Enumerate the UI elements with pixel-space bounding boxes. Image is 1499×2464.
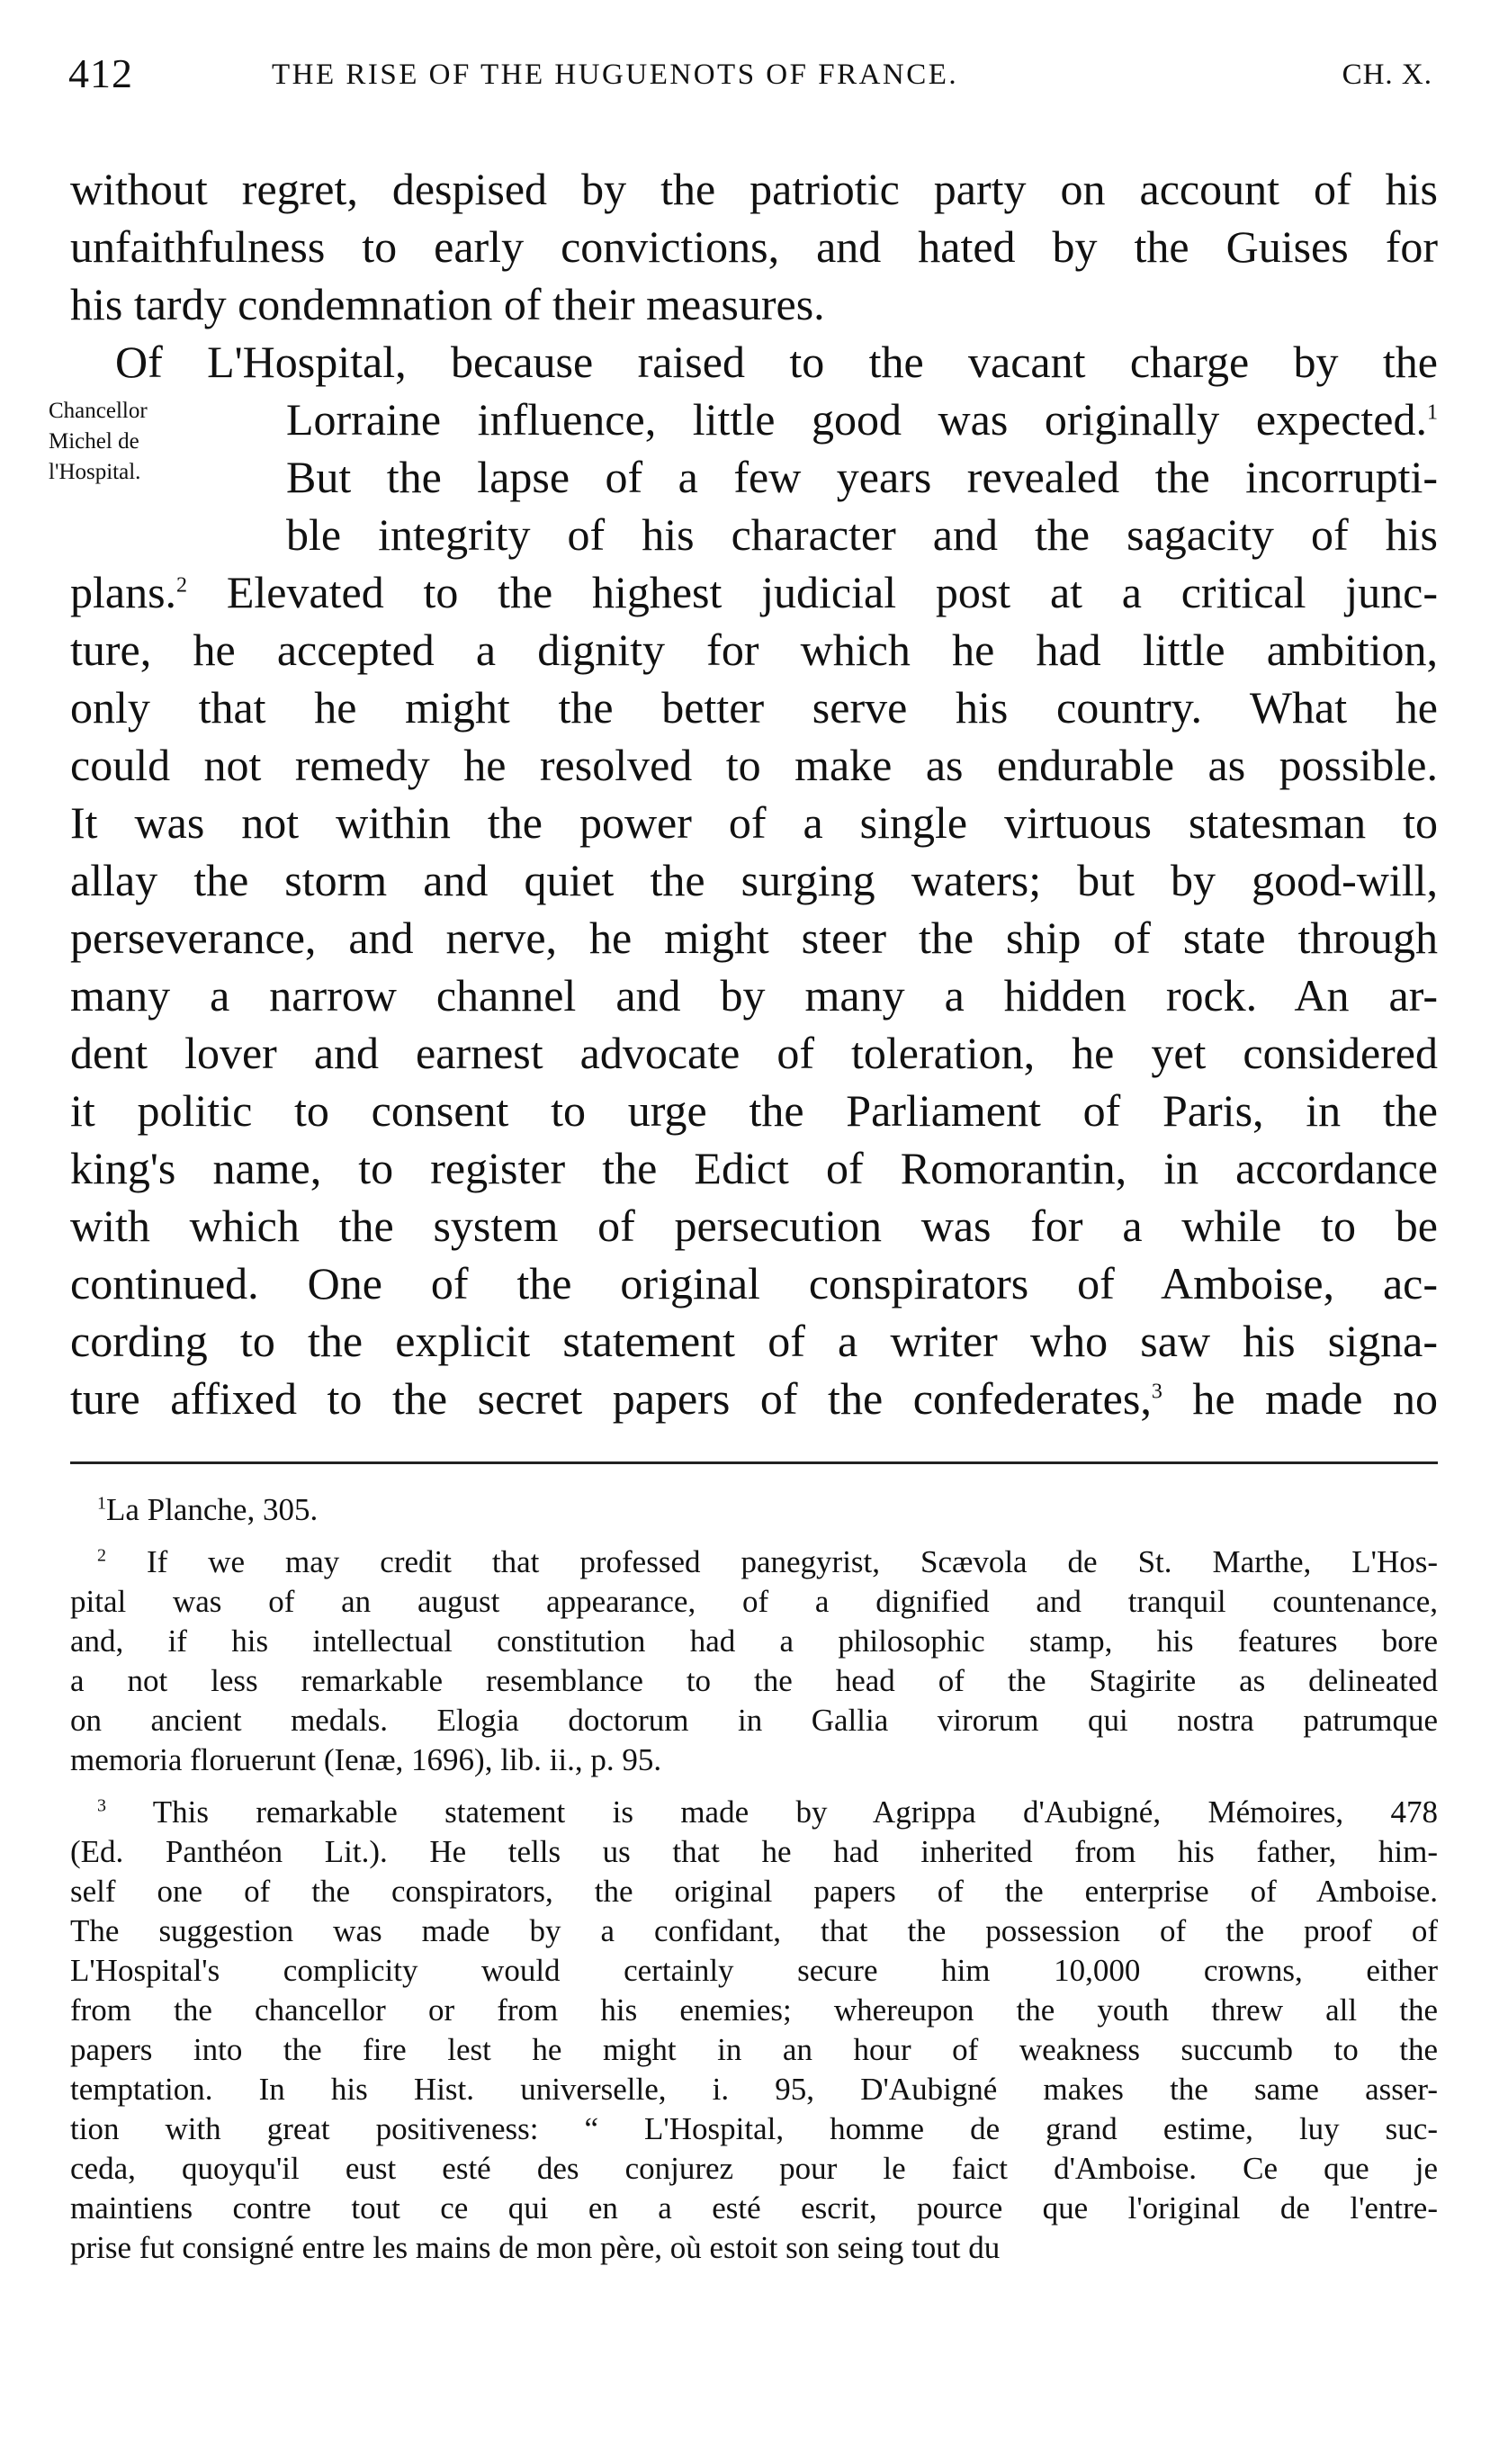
body-line: allay the storm and quiet the surging waters; but by good-will, xyxy=(70,855,1438,905)
body-line: It was not within the power of a single virtuous statesman to xyxy=(70,797,1438,848)
footnote-line: maintiens contre tout ce qui en a esté escrit, pource que l'original de l'entre- xyxy=(70,2190,1438,2226)
body-text xyxy=(70,160,1438,1427)
footnote-marker: 2 xyxy=(97,1545,106,1566)
body-line-text: he made no xyxy=(1192,1373,1439,1424)
margin-note-line: Michel de xyxy=(49,429,139,454)
body-line: dent lover and earnest advocate of toleration, he yet considered xyxy=(70,1028,1438,1078)
body-line: continued. One of the original conspirators of Amboise, ac- xyxy=(70,1258,1438,1308)
footnote-line: memoria floruerunt (Ienæ, 1696), lib. ii., p. 95. xyxy=(70,1742,662,1777)
body-line: his tardy condemnation of their measures. xyxy=(70,279,825,329)
footnote-line: pital was of an august appearance, of a dignified and tranquil countenance, xyxy=(70,1584,1438,1619)
footnote-line: from the chancellor or from his enemies; whereupon the youth threw all the xyxy=(70,1992,1438,2028)
footnote-line: prise fut consigné entre les mains de mon père, où estoit son seing tout du xyxy=(70,2230,1001,2265)
body-line-text: plans. xyxy=(70,567,177,617)
body-line xyxy=(70,1370,1438,1427)
page-number: 412 xyxy=(68,50,133,96)
footnote-ref: 2 xyxy=(176,573,188,598)
footnote-line xyxy=(70,1793,1438,1832)
footnote-line: (Ed. Panthéon Lit.). He tells us that he had inherited from his father, him- xyxy=(70,1834,1438,1869)
footnote-line: on ancient medals. Elogia doctorum in Gallia virorum qui nostra patrumque xyxy=(70,1703,1438,1738)
footnote-line: and, if his intellectual constitution had a philosophic stamp, his features bore xyxy=(70,1623,1438,1659)
footnote-line: temptation. In his Hist. universelle, i. 95, D'Aubigné makes the same asser- xyxy=(70,2072,1438,2107)
footnotes xyxy=(70,1490,1438,2268)
footnote-text: La Planche, 305. xyxy=(106,1492,319,1527)
footnote-text: This remarkable statement is made by Agrippa d'Aubigné, Mémoires, 478 xyxy=(152,1794,1438,1830)
running-header xyxy=(68,49,1432,103)
footnote-divider xyxy=(70,1461,1438,1464)
body-line xyxy=(70,391,1438,448)
footnote-line xyxy=(70,1490,1438,1530)
footnote-ref: 1 xyxy=(1427,400,1438,425)
footnote-line: tion with great positiveness: “ L'Hospital, homme de grand estime, luy suc- xyxy=(70,2111,1438,2146)
footnote-line: L'Hospital's complicity would certainly secure him 10,000 crowns, either xyxy=(70,1953,1438,1988)
margin-note-line: l'Hospital. xyxy=(49,460,141,484)
running-title: THE RISE OF THE HUGUENOTS OF FRANCE. xyxy=(272,58,959,91)
footnote-ref: 3 xyxy=(1151,1380,1162,1404)
body-line: without regret, despised by the patriotic party on account of his xyxy=(70,164,1438,214)
body-line: But the lapse of a few years revealed the incorrupti- xyxy=(286,452,1438,502)
body-line: Of L'Hospital, because raised to the vacant charge by the xyxy=(115,337,1438,387)
footnote-text: If we may credit that professed panegyrist, Scævola de St. Marthe, L'Hos- xyxy=(146,1544,1439,1579)
body-line: it politic to consent to urge the Parliament of Paris, in the xyxy=(70,1085,1438,1136)
footnote-line: self one of the conspirators, the original papers of the enterprise of Amboise. xyxy=(70,1874,1438,1909)
footnote-line: a not less remarkable resemblance to the head of the Stagirite as delineated xyxy=(70,1663,1438,1698)
body-line: ture, he accepted a dignity for which he had little ambition, xyxy=(70,625,1438,675)
body-line-text: Lorraine influence, little good was originally expected. xyxy=(286,394,1427,445)
body-line: king's name, to register the Edict of Romorantin, in accordance xyxy=(70,1143,1438,1193)
body-line: with which the system of persecution was for a while to be xyxy=(70,1201,1438,1251)
footnote-line: ceda, quoyqu'il eust esté des conjurez pour le faict d'Amboise. Ce que je xyxy=(70,2151,1438,2186)
body-line: cording to the explicit statement of a writer who saw his signa- xyxy=(70,1316,1438,1366)
body-line-text: ture affixed to the secret papers of the confederates, xyxy=(70,1373,1152,1424)
body-line: unfaithfulness to early convictions, and hated by the Guises for xyxy=(70,221,1438,272)
body-line: only that he might the better serve his country. What he xyxy=(70,682,1438,733)
margin-note-line: Chancellor xyxy=(49,399,148,423)
footnote-marker: 3 xyxy=(97,1795,106,1816)
body-line-text: Elevated to the highest judicial post at a critical junc- xyxy=(226,567,1439,617)
body-line xyxy=(70,563,1438,621)
footnote-line: papers into the fire lest he might in an hour of weakness succumb to the xyxy=(70,2032,1438,2067)
body-line: perseverance, and nerve, he might steer the ship of state through xyxy=(70,913,1438,963)
body-line: could not remedy he resolved to make as endurable as possible. xyxy=(70,740,1438,790)
footnote-marker: 1 xyxy=(97,1493,106,1514)
body-line: many a narrow channel and by many a hidden rock. An ar- xyxy=(70,970,1438,1021)
chapter-label: CH. X. xyxy=(1342,58,1432,91)
footnote-line: The suggestion was made by a confidant, that the possession of the proof of xyxy=(70,1913,1438,1948)
body-line: ble integrity of his character and the sagacity of his xyxy=(286,509,1438,560)
footnote-line xyxy=(70,1542,1438,1582)
